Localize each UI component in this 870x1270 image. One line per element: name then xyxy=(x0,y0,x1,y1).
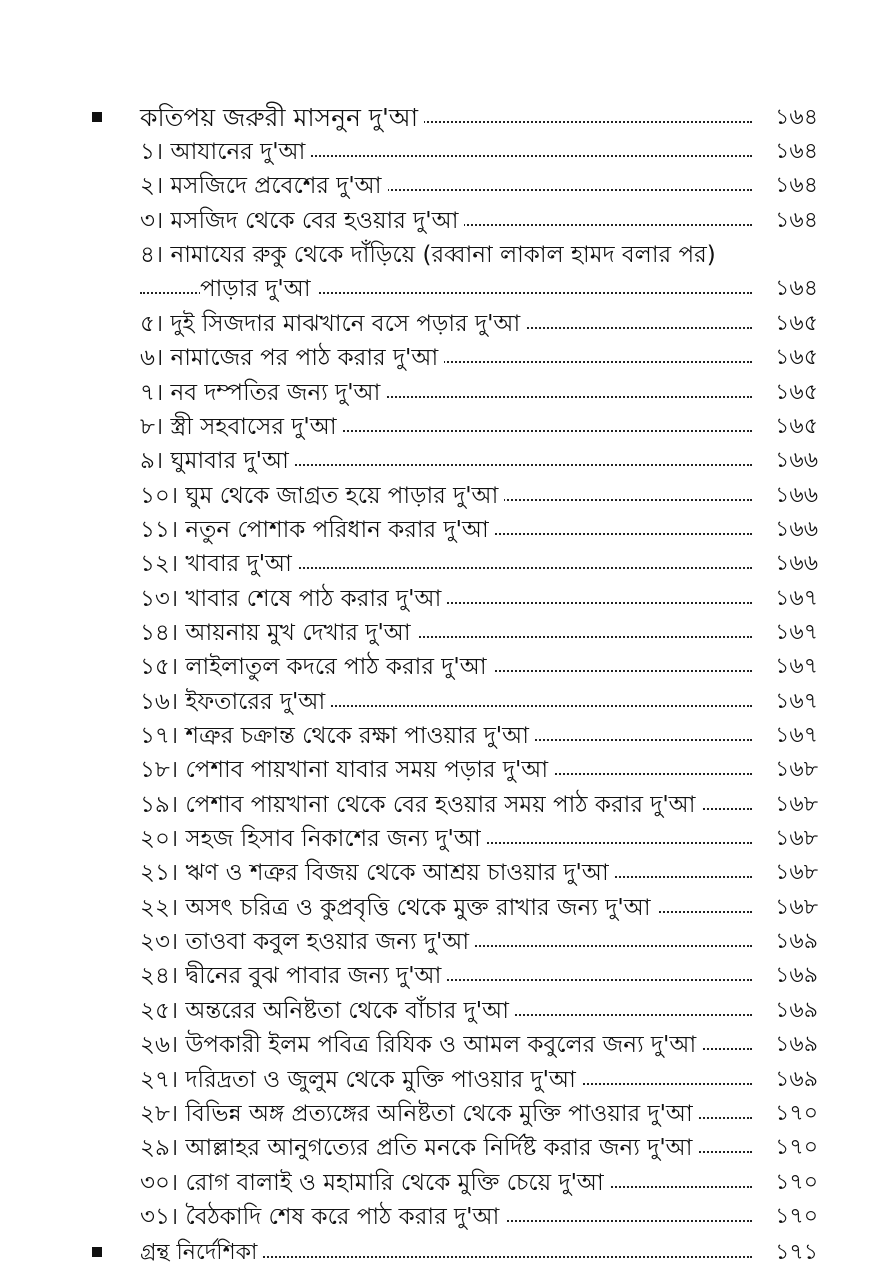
page-number: ১৭০ xyxy=(775,1135,818,1161)
page-number: ১৬৯ xyxy=(775,1032,818,1058)
entry-title: ৩। মসজিদ থেকে বের হওয়ার দু'আ xyxy=(140,204,464,238)
page-number: ১৬৮ xyxy=(775,791,818,817)
entry-title: ৯। ঘুমাবার দু'আ xyxy=(140,444,295,478)
entry-title: ৫। দুই সিজদার মাঝখানে বসে পড়ার দু'আ xyxy=(140,307,526,341)
entry-title: ২৪। দ্বীনের বুঝ পাবার জন্য দু'আ xyxy=(140,959,447,993)
bullet-icon xyxy=(92,112,102,122)
page-number: ১৬৮ xyxy=(775,860,818,886)
toc-entry xyxy=(0,238,870,272)
entry-title: ৭। নব দম্পতির জন্য দু'আ xyxy=(140,376,386,410)
section-title: গ্রন্থ নির্দেশিকা xyxy=(140,1236,263,1270)
toc-entry xyxy=(0,1200,870,1234)
toc-entry xyxy=(0,376,870,410)
entry-title: ৮। স্ত্রী সহবাসের দু'আ xyxy=(140,410,343,444)
entry-title: ১৩। খাবার শেষে পাঠ করার দু'আ xyxy=(140,582,447,616)
page-number: ১৬৬ xyxy=(775,448,818,474)
page-number: ১৬৯ xyxy=(775,963,818,989)
toc-entry xyxy=(0,547,870,581)
entry-title: ১৪। আয়নায় মুখ দেখার দু'আ xyxy=(140,616,417,650)
entry-title: ২৭। দরিদ্রতা ও জুলুম থেকে মুক্তি পাওয়ার দু'আ xyxy=(140,1063,582,1097)
toc-entry xyxy=(0,616,870,650)
entry-title: ২। মসজিদে প্রবেশের দু'আ xyxy=(140,169,388,203)
entry-title: ১। আযানের দু'আ xyxy=(140,135,311,169)
toc-entry xyxy=(0,685,870,719)
page-number: ১৬৭ xyxy=(775,688,818,714)
toc-entry xyxy=(0,444,870,478)
toc-entry xyxy=(0,891,870,925)
entry-title: ১১। নতুন পোশাক পরিধান করার দু'আ xyxy=(140,513,495,547)
page-number: ১৬৬ xyxy=(775,482,818,508)
page-number: ১৬৮ xyxy=(775,894,818,920)
toc-entry xyxy=(0,169,870,203)
toc-entry xyxy=(0,341,870,375)
entry-title: ২৬। উপকারী ইলম পবিত্র রিযিক ও আমল কবুলের জন্য দু'আ xyxy=(140,1028,702,1062)
toc-section-bibliography xyxy=(0,1236,870,1270)
entry-title: ১২। খাবার দু'আ xyxy=(140,547,298,581)
toc-entry xyxy=(0,135,870,169)
section-title: কতিপয় জরুরী মাসনুন দু'আ xyxy=(140,101,424,135)
entry-title: ১৬। ইফতারের দু'আ xyxy=(140,685,331,719)
entry-title: ২৯। আল্লাহর আনুগত্যের প্রতি মনকে নির্দিষ্ট করার জন্য দু'আ xyxy=(140,1131,699,1165)
entry-title: ২৮। বিভিন্ন অঙ্গ প্রত্যঙ্গের অনিষ্টতা থেকে মুক্তি পাওয়ার দু'আ xyxy=(140,1097,699,1131)
page-number: ১৬৯ xyxy=(775,997,818,1023)
page-number: ১৬৬ xyxy=(775,551,818,577)
toc-entry xyxy=(0,959,870,993)
toc-entry xyxy=(0,479,870,513)
toc-entry xyxy=(0,410,870,444)
toc-entry xyxy=(0,1028,870,1062)
entry-title: ২২। অসৎ চরিত্র ও কুপ্রবৃত্তি থেকে মুক্ত রাখার জন্য দু'আ xyxy=(140,891,657,925)
entry-title: ২১। ঋণ ও শত্রুর বিজয় থেকে আশ্রয় চাওয়ার দু'আ xyxy=(140,856,615,890)
toc-entry xyxy=(0,753,870,787)
toc-entry xyxy=(0,822,870,856)
page-number: ১৬৪ xyxy=(775,173,818,199)
toc-entry xyxy=(0,1063,870,1097)
page-number: ১৬৯ xyxy=(775,929,818,955)
toc-entry xyxy=(0,856,870,890)
entry-title: ১০। ঘুম থেকে জাগ্রত হয়ে পাড়ার দু'আ xyxy=(140,479,504,513)
page-number: ১৬৭ xyxy=(775,723,818,748)
entry-title: ৬। নামাজের পর পাঠ করার দু'আ xyxy=(140,341,444,375)
toc-section-masnun xyxy=(0,101,870,135)
toc-entry xyxy=(0,719,870,753)
page-number: ১৭০ xyxy=(775,1100,818,1126)
page-number: ১৬৫ xyxy=(775,379,818,405)
page-number: ১৬৭ xyxy=(775,619,818,645)
page-number: ১৬৯ xyxy=(775,1066,818,1092)
toc-entry xyxy=(0,994,870,1028)
toc-entry xyxy=(0,272,870,306)
entry-title: ২০। সহজ হিসাব নিকাশের জন্য দু'আ xyxy=(140,822,487,856)
toc-entry xyxy=(0,1131,870,1165)
page-number: ১৬৫ xyxy=(775,413,818,439)
entry-title: ৪। নামাযের রুকু থেকে দাঁড়িয়ে (রব্বানা লাকাল হামদ বলার পর) xyxy=(140,238,722,272)
toc-entry xyxy=(0,650,870,684)
page-number: ১৬৪ xyxy=(775,207,818,233)
bullet-icon xyxy=(92,1247,102,1257)
entry-title: ২৫। অন্তরের অনিষ্টতা থেকে বাঁচার দু'আ xyxy=(140,994,515,1028)
page-number: ১৬৮ xyxy=(775,826,818,851)
page-number: ১৬৬ xyxy=(775,516,818,542)
page-number: ১৬৪ xyxy=(775,105,818,130)
entry-title: ৩১। বৈঠকাদি শেষ করে পাঠ করার দু'আ xyxy=(140,1200,505,1234)
page-number: ১৭০ xyxy=(775,1169,818,1195)
page-number: ১৬৭ xyxy=(775,585,818,611)
toc-entry xyxy=(0,1166,870,1200)
toc-entry xyxy=(0,204,870,238)
toc-entry xyxy=(0,582,870,616)
page-number: ১৬৫ xyxy=(775,345,818,371)
toc-entry xyxy=(0,307,870,341)
page-number: ১৬৪ xyxy=(775,139,818,164)
page-number: ১৬৪ xyxy=(775,276,818,302)
entry-title: ৩০। রোগ বালাই ও মহামারি থেকে মুক্তি চেয়ে দু'আ xyxy=(140,1166,610,1200)
entry-title: ২৩। তাওবা কবুল হওয়ার জন্য দু'আ xyxy=(140,925,475,959)
page-number: ১৭০ xyxy=(775,1203,818,1229)
page-number: ১৭১ xyxy=(775,1240,818,1265)
page-number: ১৬৭ xyxy=(775,654,818,680)
toc-entry xyxy=(0,1097,870,1131)
toc-entry xyxy=(0,788,870,822)
entry-title: ১৭। শত্রুর চক্রান্ত থেকে রক্ষা পাওয়ার দু'আ xyxy=(140,719,535,753)
entry-title: ১৯। পেশাব পায়খানা থেকে বের হওয়ার সময় পাঠ করার দু'আ xyxy=(140,788,702,822)
entry-title: পাড়ার দু'আ xyxy=(200,272,317,306)
page-number: ১৬৮ xyxy=(775,757,818,783)
toc-entry xyxy=(0,925,870,959)
toc-entry xyxy=(0,513,870,547)
entry-title: ১৫। লাইলাতুল কদরে পাঠ করার দু'আ xyxy=(140,650,493,684)
page-number: ১৬৫ xyxy=(775,310,818,336)
entry-title: ১৮। পেশাব পায়খানা যাবার সময় পড়ার দু'আ xyxy=(140,753,554,787)
